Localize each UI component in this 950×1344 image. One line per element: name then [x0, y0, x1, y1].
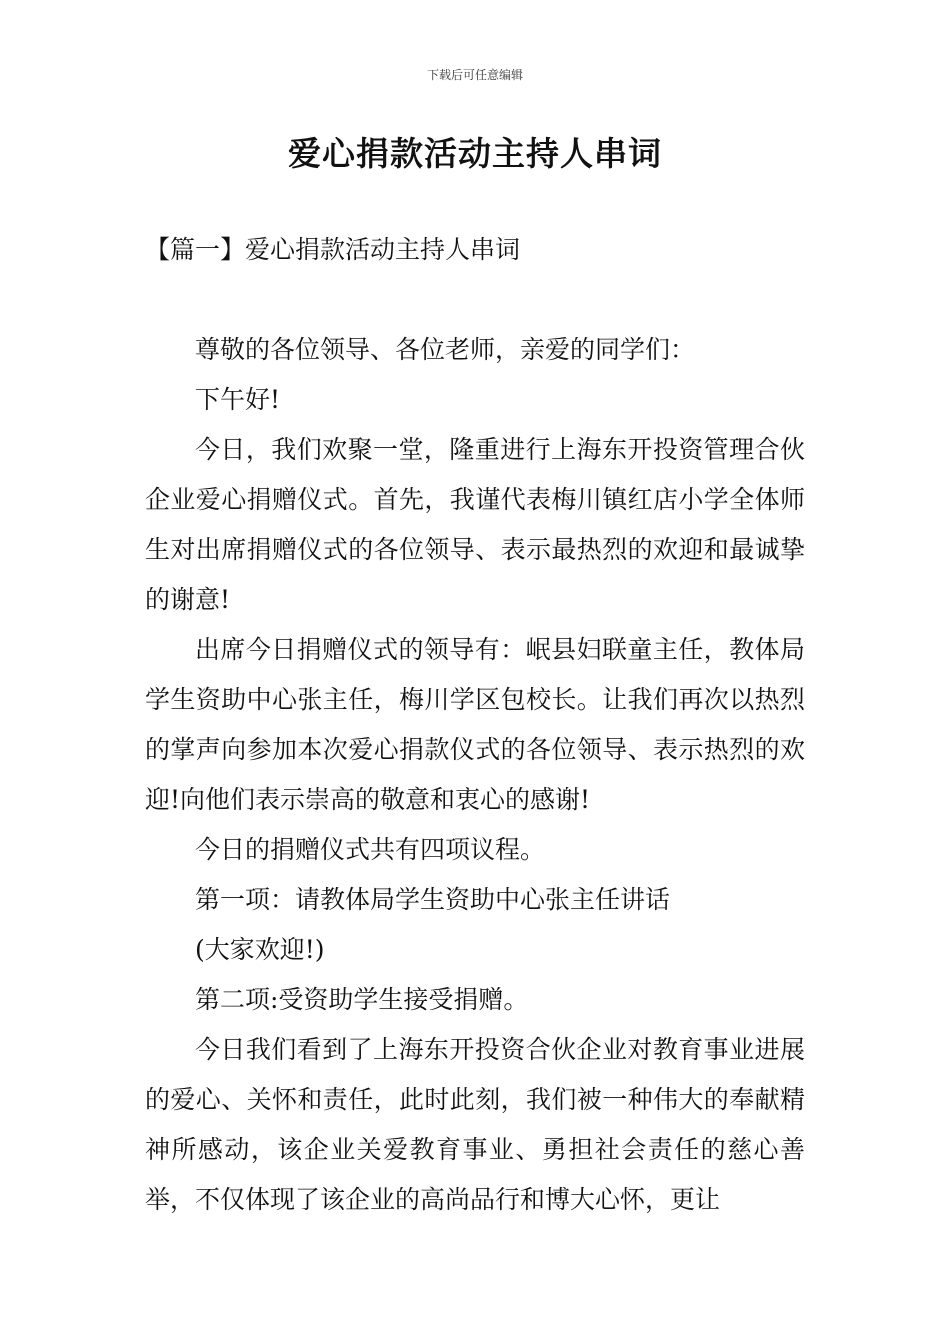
paragraph-welcome: (大家欢迎!)	[195, 935, 325, 964]
paragraph-item-one: 第一项：请教体局学生资助中心张主任讲话	[195, 885, 671, 914]
paragraph-greeting: 尊敬的各位领导、各位老师，亲爱的同学们：	[195, 335, 696, 364]
paragraph-opening: 今日，我们欢聚一堂，隆重进行上海东开投资管理合伙企业爱心捐赠仪式。首先，我谨代表梅川镇红店小学全体师生对出席捐赠仪式的各位领导、表示最热烈的欢迎和最诚挚的谢意!	[145, 435, 805, 614]
document-title: 爱心捐款活动主持人串词	[288, 134, 662, 173]
section-heading: 【篇一】爱心捐款活动主持人串词	[145, 235, 521, 264]
paragraph-good-afternoon: 下午好!	[195, 385, 281, 414]
paragraph-agenda: 今日的捐赠仪式共有四项议程。	[195, 835, 546, 864]
header-note: 下载后可任意编辑	[426, 68, 523, 82]
paragraph-item-two: 第二项:受资助学生接受捐赠。	[195, 985, 529, 1014]
paragraph-gratitude: 今日我们看到了上海东开投资合伙企业对教育事业进展的爱心、关怀和责任，此时此刻，我们被一种伟大的奉献精神所感动，该企业关爱教育事业、勇担社会责任的慈心善举，不仅体现了该企业的高尚品行和博大心怀，更让	[145, 1035, 805, 1214]
document-body	[145, 325, 805, 1225]
paragraph-attending-leaders: 出席今日捐赠仪式的领导有：岷县妇联童主任，教体局学生资助中心张主任，梅川学区包校长。让我们再次以热烈的掌声向参加本次爱心捐款仪式的各位领导、表示热烈的欢迎!向他们表示崇高的敬意和衷心的感谢!	[145, 635, 805, 814]
